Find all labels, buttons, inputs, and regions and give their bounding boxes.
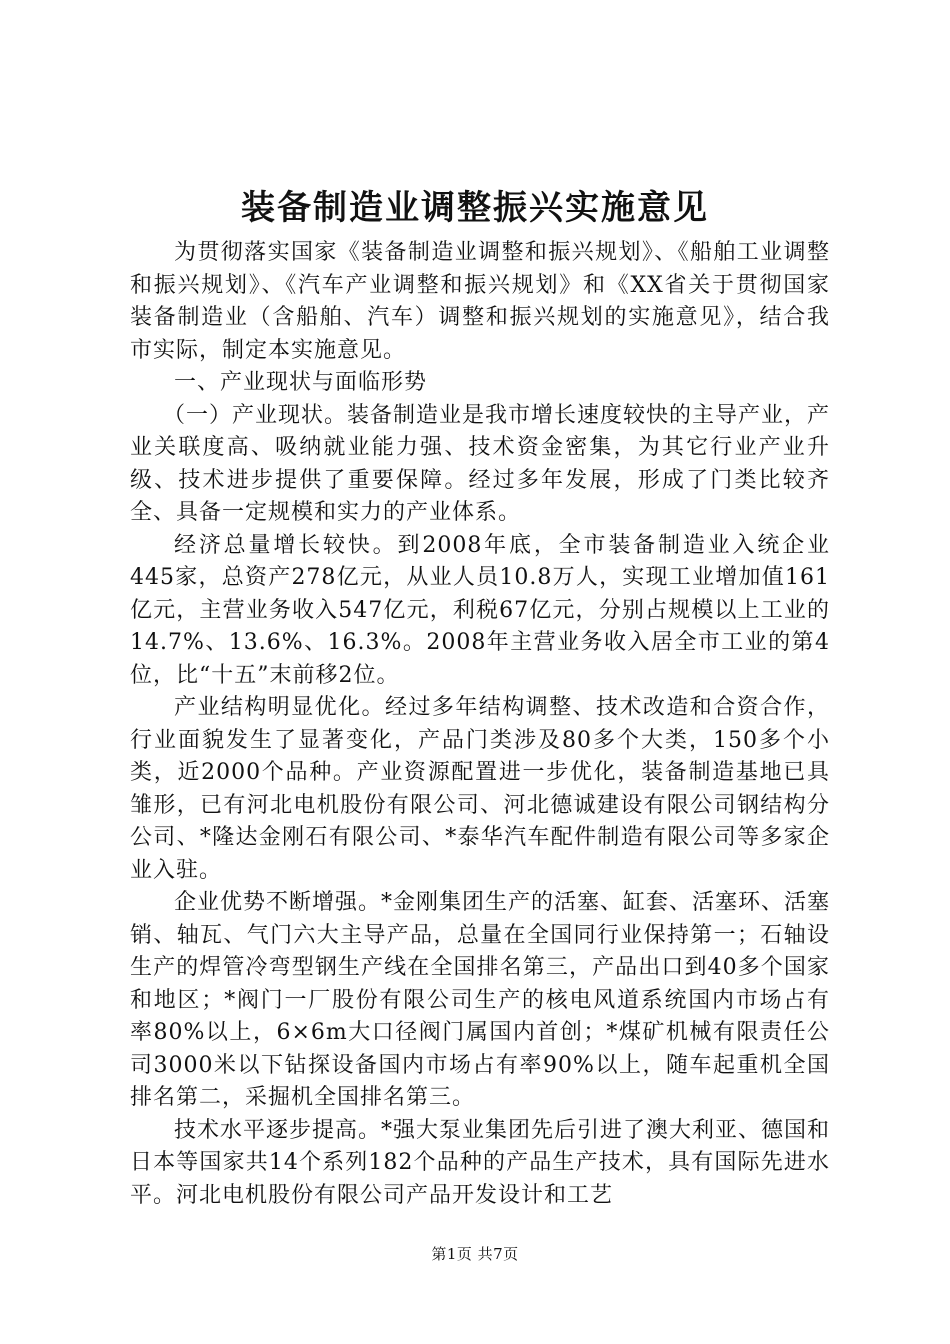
page-footer: 第1页 共7页 xyxy=(431,1245,519,1263)
intro-paragraph: 为贯彻落实国家《装备制造业调整和振兴规划》、《船舶工业调整和振兴规划》、《汽车产业调整和振兴规划》和《XX省关于贯彻国家装备制造业（含船舶、汽车）调整和振兴规划的实施意见》，结合我市实际，制定本实施意见。 xyxy=(130,240,830,363)
body-paragraph: 企业优势不断增强。*金刚集团生产的活塞、缸套、活塞环、活塞销、轴瓦、气门六大主导产品，总量在全国同行业保持第一；石轴设生产的焊管冷弯型钢生产线在全国排名第三，产品出口到40多个国家和地区；*阀门一厂股份有限公司生产的核电风道系统国内市场占有率80%以上，6×6m大口径阀门属国内首创；*煤矿机械有限责任公司3000米以下钻探设备国内市场占有率90%以上，随车起重机全国排名第二，采掘机全国排名第三。 xyxy=(130,890,831,1110)
document-body xyxy=(130,237,830,1212)
body-paragraph: 经济总量增长较快。到2008年底，全市装备制造业入统企业445家，总资产278亿元，从业人员10.8万人，实现工业增加值161亿元，主营业务收入547亿元，利税67亿元，分别占规模以上工业的14.7%、13.6%、16.3%。2008年主营业务收入居全市工业的第4位，比“十五”末前移2位。 xyxy=(130,532,830,688)
document-title: 装备制造业调整振兴实施意见 xyxy=(241,188,709,228)
section-heading: 一、产业现状与面临形势 xyxy=(174,370,428,395)
body-paragraph: 产业结构明显优化。经过多年结构调整、技术改造和合资合作，行业面貌发生了显著变化，产品门类涉及80多个大类，150多个小类，近2000个品种。产业资源配置进一步优化，装备制造基地已具雏形，已有河北电机股份有限公司、河北德诚建设有限公司钢结构分公司、*隆达金刚石有限公司、*泰华汽车配件制造有限公司等多家企业入驻。 xyxy=(130,695,830,883)
subsection-paragraph: （一）产业现状。装备制造业是我市增长速度较快的主导产业，产业关联度高、吸纳就业能力强、技术资金密集，为其它行业产业升级、技术进步提供了重要保障。经过多年发展，形成了门类比较齐全、具备一定规模和实力的产业体系。 xyxy=(130,402,831,525)
body-paragraph: 技术水平逐步提高。*强大泵业集团先后引进了澳大利亚、德国和日本等国家共14个系列182个品种的产品生产技术，具有国际先进水平。河北电机股份有限公司产品开发设计和工艺 xyxy=(130,1117,831,1208)
